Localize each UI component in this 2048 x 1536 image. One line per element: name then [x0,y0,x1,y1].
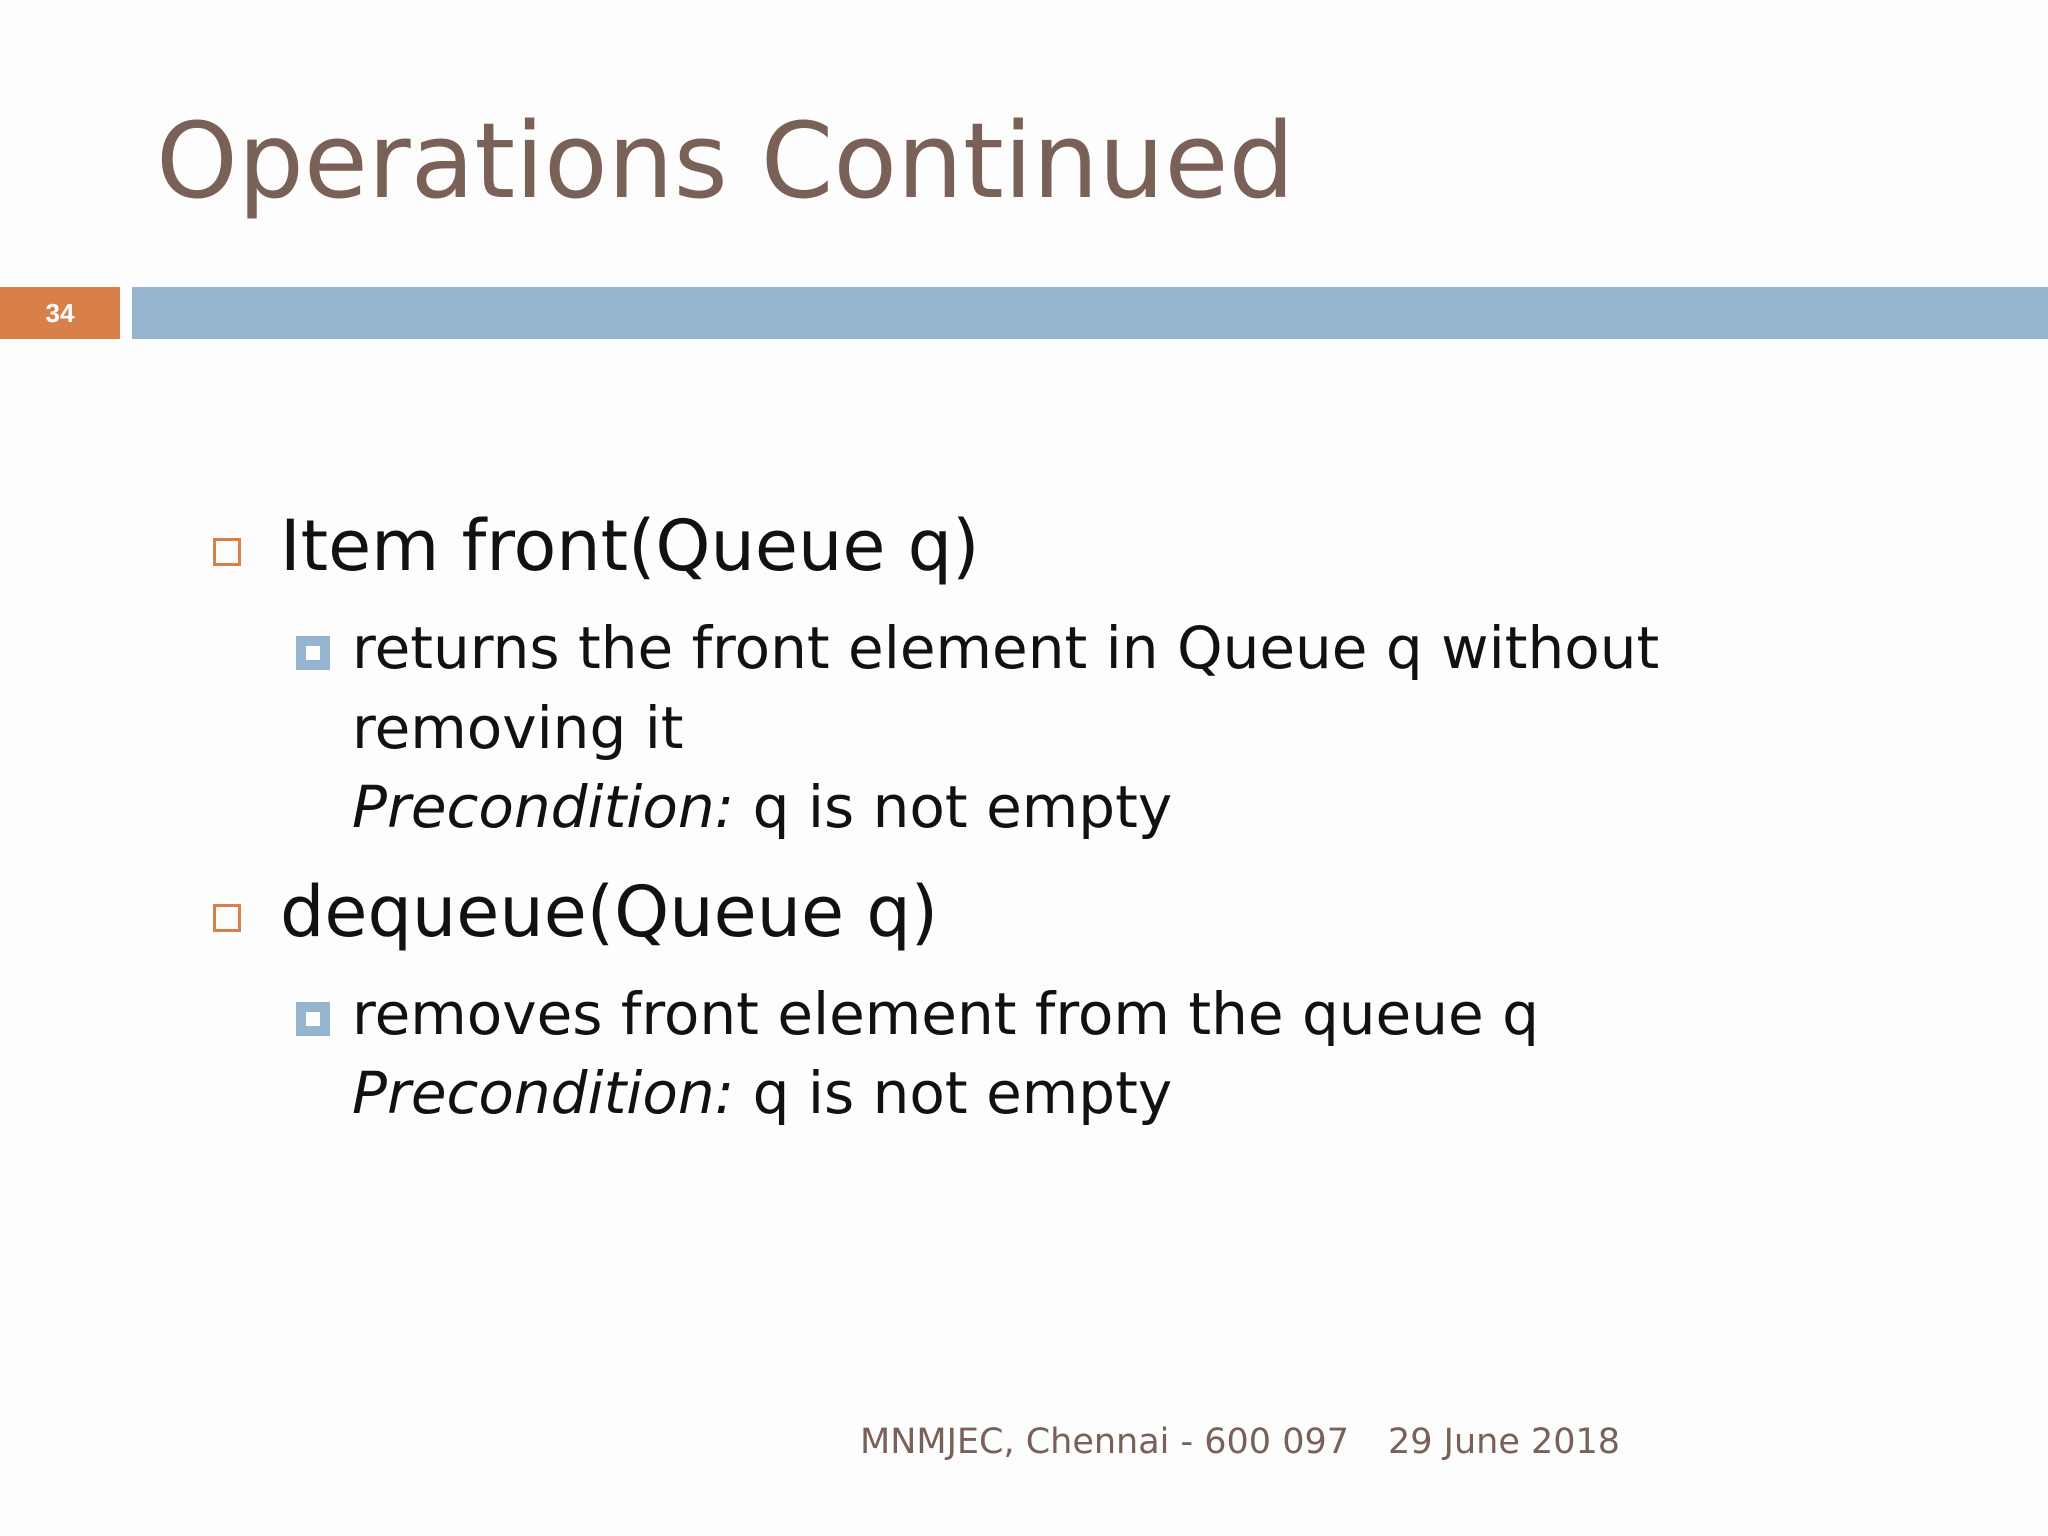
precondition-text: q is not empty [734,1059,1173,1127]
square-bullet-icon [213,904,241,932]
precondition-label: Precondition: [352,773,735,841]
slide-title: Operations Continued [156,100,1295,222]
sub-bullet-dequeue-desc: removes front element from the queue q [352,980,1539,1048]
title-rule-bar [132,287,2048,339]
sub-bullet-front-desc-line2: removing it [352,694,684,762]
sub-bullet-front-desc-line1: returns the front element in Queue q without [352,614,1660,682]
precondition-label: Precondition: [352,1059,735,1127]
sub-bullet-icon [296,1002,330,1036]
slide-number-badge: 34 [0,287,120,339]
precondition-dequeue [352,1059,1172,1127]
precondition-front [352,773,1172,841]
sub-bullet-icon [296,636,330,670]
square-bullet-icon [213,538,241,566]
bullet-item-front: Item front(Queue q) [280,505,980,587]
footer-institution: MNMJEC, Chennai - 600 097 [860,1422,1350,1462]
precondition-text: q is not empty [734,773,1173,841]
bullet-dequeue: dequeue(Queue q) [280,871,939,953]
footer-date: 29 June 2018 [1388,1422,1621,1462]
